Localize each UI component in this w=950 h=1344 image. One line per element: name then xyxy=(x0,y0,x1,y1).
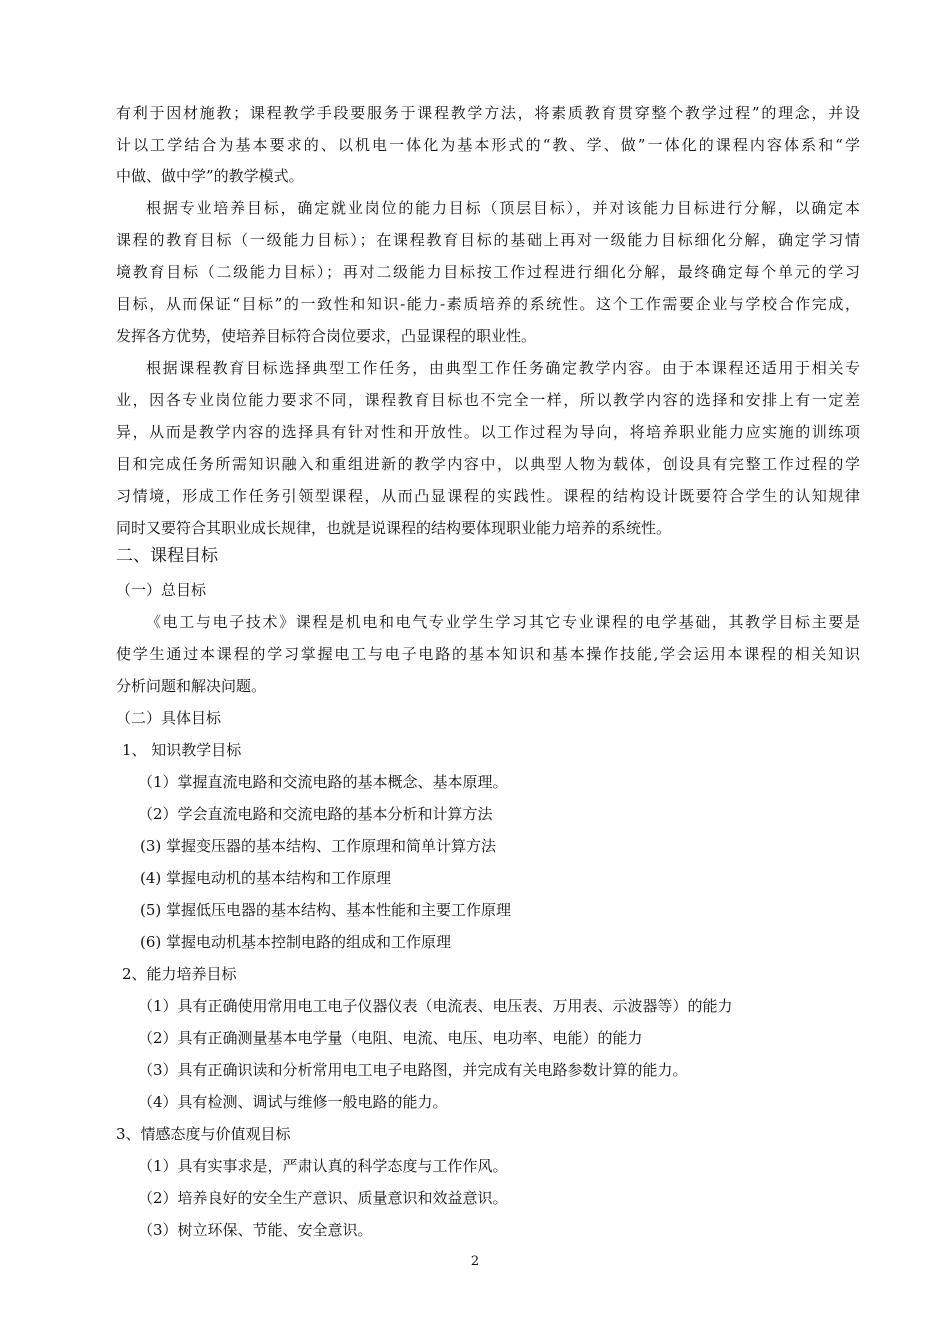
overall-goal-line: 分析问题和解决问题。 xyxy=(116,677,267,695)
subsection-heading-specific: （二）具体目标 xyxy=(116,709,222,727)
para2-line: 发挥各方优势，使培养目标符合岗位要求，凸显课程的职业性。 xyxy=(116,327,537,345)
attitude-item: （1）具有实事求是，严肃认真的科学态度与工作作风。 xyxy=(138,1157,508,1175)
page-number: 2 xyxy=(470,1254,480,1269)
knowledge-item: （1）掌握直流电路和交流电路的基本概念、基本原理。 xyxy=(138,773,508,791)
intro-line: 中做、做中学”的教学模式。 xyxy=(116,167,304,185)
para2-line: 目标，从而保证“目标”的一致性和知识-能力-素质培养的系统性。这个工作需要企业与学校合作完成， xyxy=(116,295,860,313)
para3-line: 同时又要符合其职业成长规律，也就是说课程的结构要体现职业能力培养的系统性。 xyxy=(116,519,672,537)
subsection-heading-overall: （一）总目标 xyxy=(116,581,207,599)
knowledge-item: (4) 掌握电动机的基本结构和工作原理 xyxy=(140,869,392,887)
para2-line: 课程的教育目标（一级能力目标）；在课程教育目标的基础上再对一级能力目标细化分解，确定学习情 xyxy=(116,231,860,249)
ability-item: （4）具有检测、调试与维修一般电路的能力。 xyxy=(138,1093,448,1111)
ability-item: （1）具有正确使用常用电工电子仪器仪表（电流表、电压表、万用表、示波器等）的能力 xyxy=(138,997,733,1015)
para3-line: 习情境，形成工作任务引领型课程，从而凸显课程的实践性。课程的结构设计既要符合学生的认知规律 xyxy=(116,487,860,505)
para2-line: 境教育目标（二级能力目标）；再对二级能力目标按工作过程进行细化分解，最终确定每个单元的学习 xyxy=(116,263,860,281)
knowledge-item: (3) 掌握变压器的基本结构、工作原理和简单计算方法 xyxy=(140,837,497,855)
intro-line: 计以工学结合为基本要求的、以机电一体化为基本形式的“教、学、做”一体化的课程内容体系和“学 xyxy=(116,136,860,154)
knowledge-item: (5) 掌握低压电器的基本结构、基本性能和主要工作原理 xyxy=(140,901,512,919)
para3-line: 目和完成任务所需知识融入和重组进新的教学内容中，以典型人物为载体，创设具有完整工作过程的学 xyxy=(116,455,860,473)
intro-line: 有利于因材施教；课程教学手段要服务于课程教学方法，将素质教育贯穿整个教学过程”的理念，并设 xyxy=(116,104,860,122)
knowledge-item: （2）学会直流电路和交流电路的基本分析和计算方法 xyxy=(138,805,493,823)
attitude-item: （2）培养良好的安全生产意识、质量意识和效益意识。 xyxy=(138,1189,508,1207)
section-heading: 二、课程目标 xyxy=(116,546,218,566)
ability-item: （2）具有正确测量基本电学量（电阻、电流、电压、电功率、电能）的能力 xyxy=(138,1029,643,1047)
overall-goal-line: 《电工与电子技术》课程是机电和电气专业学生学习其它专业课程的电学基础，其教学目标主要是 xyxy=(146,613,860,631)
para3-line: 根据课程教育目标选择典型工作任务，由典型工作任务确定教学内容。由于本课程还适用于相关专 xyxy=(146,359,860,377)
knowledge-heading: 1、 知识教学目标 xyxy=(122,741,242,759)
ability-item: （3）具有正确识读和分析常用电工电子电路图，并完成有关电路参数计算的能力。 xyxy=(138,1061,688,1079)
overall-goal-line: 使学生通过本课程的学习掌握电工与电子电路的基本知识和基本操作技能,学会运用本课程的相关知识 xyxy=(116,645,860,663)
para2-line: 根据专业培养目标，确定就业岗位的能力目标（顶层目标），并对该能力目标进行分解，以确定本 xyxy=(146,199,860,217)
para3-line: 业，因各专业岗位能力要求不同，课程教育目标也不完全一样，所以教学内容的选择和安排上有一定差 xyxy=(116,391,860,409)
attitude-item: （3）树立环保、节能、安全意识。 xyxy=(138,1221,373,1239)
ability-heading: 2、能力培养目标 xyxy=(122,965,237,983)
knowledge-item: (6) 掌握电动机基本控制电路的组成和工作原理 xyxy=(140,933,452,951)
para3-line: 异，从而是教学内容的选择具有针对性和开放性。以工作过程为导向，将培养职业能力应实施的训练项 xyxy=(116,423,860,441)
attitude-heading: 3、情感态度与价值观目标 xyxy=(116,1125,291,1143)
